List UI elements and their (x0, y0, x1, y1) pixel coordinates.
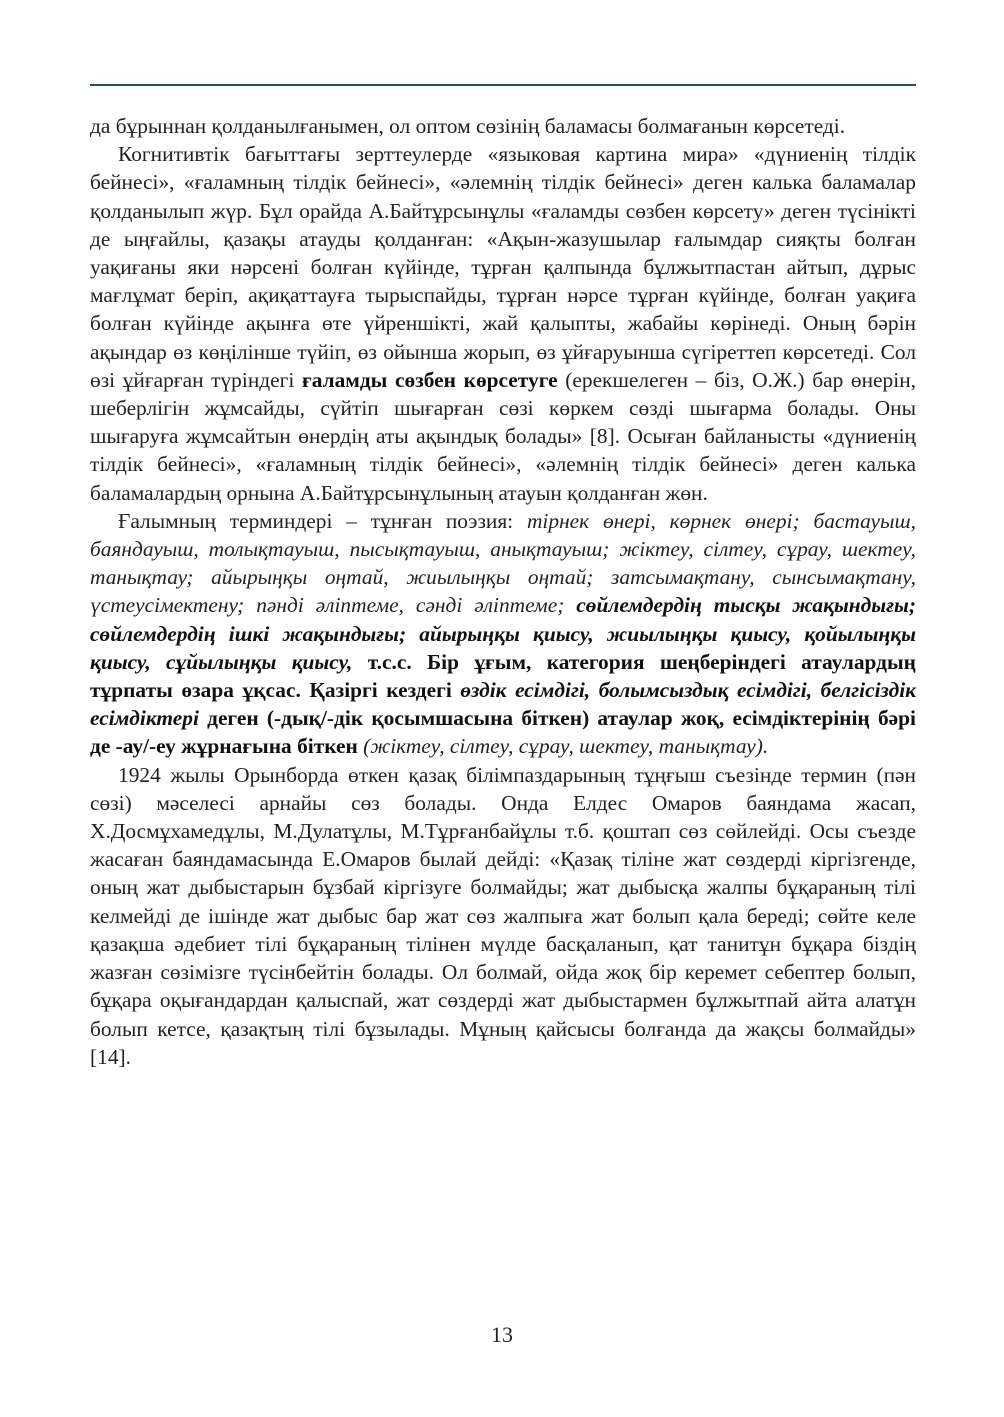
term-list-italic: тірнек өнері, көрнек өнері; бастауыш, баяндауыш, толықтауыш, пысықтауыш, анықтауыш; жіктеу, сілтеу, сұрау, шектеу, танықтау; айырыңқы оңтай, жиылыңқы оңтай; затсымақтану, сынсымақтану, үстеусімектену; пәнді әліптеме, сәнді әліптеме; (90, 508, 916, 618)
emphasis-term: ғаламды сөзбен көрсетуге (301, 367, 558, 392)
bold-statement-2: деген (-дық/-дік қосымшасына біткен) атаулар жоқ, есімдіктерінің бәрі де -ау/-еу жұрнағына біткен (90, 706, 916, 759)
term-list-bold-italic: сөйлемдердің тысқы жақындығы; сөйлемдердің ішкі жақындығы; айырыңқы қиысу, жиылыңқы қиысу, қойылыңқы қиысу, сұйылыңқы қиысу, (90, 593, 916, 674)
paragraph-3-text: Ғалымның терминдері – тұнған поэзия: (118, 508, 527, 533)
paragraph-1 (90, 112, 916, 140)
paragraph-1-text: да бұрыннан қолданылғанымен, ол оптом сөзінің баламасы болмағанын көрсетеді. (90, 114, 846, 138)
examples-italic: (жіктеу, сілтеу, сұрау, шектеу, танықтау). (357, 734, 769, 759)
paragraph-4-text: 1924 жылы Орынборда өткен қазақ білімпаздарының тұңғыш съезінде термин (пән сөзі) мәселесі арнайы сөз болады. Онда Елдес Омаров баяндама жасап, Х.Досмұхамедұлы, М.Дулатұлы, М.Тұрғанбайұлы т.б. қоштап сөз сөйлейді. Осы съезде жасаған баяндамасында Е.Омаров былай дейді: «Қазақ тіліне жат сөздерді кіргізгенде, оның жат дыбыстарын бұзбай кіргізуге болмайды; жат дыбысқа жалпы бұқараның тілі келмейді де ішінде жат дыбыс бар жат сөз жалпыға жат болып қала береді; сөйте келе қазақша әдебиет тілі бұқараның тілінен мүлде басқаланып, қат танитұн бұқара біздің жазған сөзімізге түсінбейтін болады. Ол болмай, ойда жоқ бір керемет себептер болып, бұқара оқығандардан қалыспай, жат сөздерді жат дыбыстармен бұлжытпай айта алатұн болып кетсе, қазақтың тілі бұзылады. Мұның қайсысы болғанда да жақсы болмайды» [14]. (90, 762, 916, 1069)
spacer-text (564, 593, 576, 617)
bold-statement: т.с.с. Бір ұғым, категория шеңберіндегі атаулардың тұрпаты өзара ұқсас. Қазіргі кездегі (90, 649, 916, 703)
paragraph-2 (90, 140, 916, 507)
body-text (90, 112, 916, 1071)
paragraph-2-text: (ерекшелеген – біз, О.Ж.) бар өнерін, шеберлігін жұмсайды, сүйтіп шығарған сөзі көркем сөзді шығарма болады. Оны шығаруға жұмсайтын өнердің аты ақындық болады» [8]. Осыған байланысты «дүниенің тілдік бейнесі», «ғаламның тілдік бейнесі», «әлемнің тілдік бейнесі» деген калька баламалардың орнына А.Байтұрсынұлының атауын қолданған жөн. (90, 367, 916, 505)
paragraph-2-text: Когнитивтік бағыттағы зерттеулерде «языковая картина мира» «дүниенің тілдік бейнесі», «ғаламның тілдік бейнесі», «әлемнің тілдік бейнесі» деген калька баламалар қолданылып жүр. Бұл орайда А.Байтұрсынұлы «ғаламды сөзбен көрсету» деген түсінікті де ыңғайлы, қазақы атауды қолданған: «Ақын-жазушылар ғалымдар сияқты болған уақиғаны яки нәрсені болған күйінде, тұрған қалпында бұлжытпастан айтып, дұрыс мағлұмат беріп, ақиқаттауға тырыспайды, тұрған нәрсе тұрған күйінде, болған уақиға болған күйінде ақынға өте үйреншікті, жай қалыпты, жабайы көрінеді. Оның бәрін ақындар өз көңілінше түйіп, өз ойынша жорып, өз ұйғаруынша сүгіреттеп көрсетеді. Сол өзі ұйғарған түріндегі (90, 142, 916, 392)
paragraph-4 (90, 761, 916, 1071)
paragraph-3 (90, 507, 916, 761)
header-rule (90, 84, 916, 86)
page-number: 13 (491, 1322, 513, 1347)
pronoun-terms-bold-italic: өздік есімдігі, болымсыздық есімдігі, белгісіздік есімдіктері (90, 678, 916, 731)
